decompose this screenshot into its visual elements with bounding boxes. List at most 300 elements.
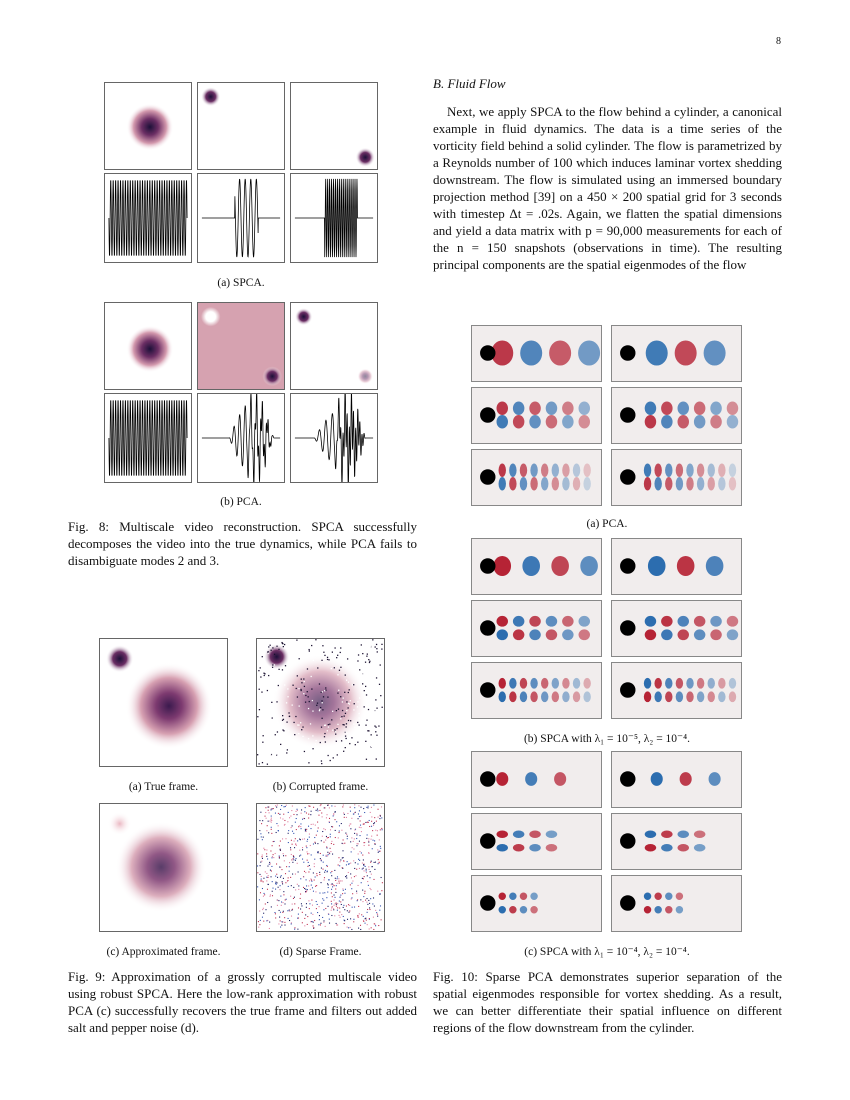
sparse-dot <box>293 887 294 888</box>
sparse-dot <box>370 862 371 863</box>
sparse-dot <box>289 911 290 912</box>
sparse-dot <box>358 843 359 844</box>
sparse-dot <box>340 917 341 918</box>
cylinder-icon <box>480 771 495 786</box>
sparse-dot <box>291 916 292 917</box>
sparse-dot <box>331 915 332 916</box>
sparse-dot <box>266 877 267 878</box>
noise-dot <box>359 713 360 714</box>
sparse-dot <box>274 912 275 913</box>
noise-dot <box>260 676 261 677</box>
sparse-dot <box>370 889 371 890</box>
sparse-dot <box>284 917 285 918</box>
noise-dot <box>359 669 360 670</box>
sparse-dot <box>306 907 307 908</box>
sparse-dot <box>359 868 360 869</box>
sparse-dot <box>333 844 334 845</box>
sparse-dot <box>351 929 352 930</box>
sparse-dot <box>280 849 281 850</box>
noise-dot <box>349 758 350 759</box>
sparse-dot <box>337 907 338 908</box>
fig10-flow-panel <box>611 600 742 657</box>
sparse-dot <box>281 901 282 902</box>
sparse-dot <box>347 838 348 839</box>
sparse-dot <box>359 827 360 828</box>
noise-dot <box>286 702 287 703</box>
sparse-dot <box>371 927 372 928</box>
vortex-blob <box>694 629 705 640</box>
sparse-dot <box>311 881 312 882</box>
noise-dot <box>299 705 300 706</box>
noise-dot <box>307 691 308 692</box>
sparse-dot <box>337 910 338 911</box>
sparse-dot <box>335 892 336 893</box>
sparse-dot <box>353 848 354 849</box>
sparse-dot <box>298 907 299 908</box>
sparse-dot <box>305 829 306 830</box>
noise-dot <box>360 681 361 682</box>
sparse-dot <box>360 827 361 828</box>
vortex-blob <box>530 464 537 478</box>
vortex-blob <box>562 691 569 702</box>
sparse-dot <box>323 922 324 923</box>
vortex-blob <box>678 402 689 416</box>
noise-dot <box>300 749 301 750</box>
sparse-dot <box>266 818 267 819</box>
vortex-blob <box>709 772 721 786</box>
noise-dot <box>318 639 319 640</box>
vortex-blob <box>686 691 693 702</box>
sparse-dot <box>306 890 307 891</box>
sparse-dot <box>262 820 263 821</box>
sparse-dot <box>271 866 272 867</box>
noise-dot <box>261 691 262 692</box>
vortex-blob <box>654 477 661 491</box>
noise-dot <box>321 718 322 719</box>
noise-dot <box>301 682 302 683</box>
sparse-dot <box>290 849 291 850</box>
sparse-dot <box>333 894 334 895</box>
vortex-blob <box>573 691 580 702</box>
flow-field <box>472 539 601 594</box>
vortex-blob <box>665 906 672 913</box>
fig8b-signal1-panel <box>104 393 192 483</box>
sparse-dot <box>301 828 302 829</box>
noise-dot <box>299 658 300 659</box>
cylinder-icon <box>480 833 495 848</box>
sparse-dot <box>308 885 309 886</box>
sparse-dot <box>331 871 332 872</box>
sparse-dot <box>307 853 308 854</box>
sparse-dot <box>353 919 354 920</box>
sparse-dot <box>306 846 307 847</box>
sparse-dot <box>351 898 352 899</box>
noise-dot <box>273 668 274 669</box>
sparse-dot <box>337 883 338 884</box>
vortex-blob <box>573 477 580 491</box>
vortex-blob <box>645 616 656 627</box>
sparse-dot <box>268 810 269 811</box>
noise-dot <box>315 740 316 741</box>
vortex-blob <box>644 691 651 702</box>
sparse-dot <box>285 882 286 883</box>
sparse-dot <box>333 899 334 900</box>
sparse-dot <box>300 878 301 879</box>
vortex-blob <box>678 629 689 640</box>
noise-dot <box>364 723 365 724</box>
sparse-dot <box>352 893 353 894</box>
noise-dot <box>304 681 305 682</box>
sparse-dot <box>271 833 272 834</box>
sparse-dot <box>367 834 368 835</box>
vortex-blob <box>676 906 683 913</box>
sparse-dot <box>324 879 325 880</box>
noise-dot <box>296 762 297 763</box>
sparse-dot <box>289 871 290 872</box>
noise-dot <box>372 646 373 647</box>
sparse-dot <box>326 846 327 847</box>
sparse-dot <box>292 904 293 905</box>
sparse-dot <box>277 877 278 878</box>
sparse-dot <box>263 908 264 909</box>
sparse-dot <box>342 880 343 881</box>
vortex-blob <box>499 893 506 900</box>
sparse-dot <box>291 910 292 911</box>
signal-burst <box>202 179 280 257</box>
noise-dot <box>327 730 328 731</box>
sparse-dot <box>350 841 351 842</box>
sparse-dot <box>309 908 310 909</box>
sparse-dot <box>283 894 284 895</box>
sparse-dot <box>280 920 281 921</box>
sparse-dot <box>305 872 306 873</box>
noise-dot <box>368 730 369 731</box>
vortex-blob <box>546 844 557 851</box>
sparse-dot <box>266 880 267 881</box>
noise-dot <box>301 729 302 730</box>
sparse-dot <box>292 862 293 863</box>
sparse-dot <box>331 889 332 890</box>
sparse-dot <box>353 841 354 842</box>
sparse-dot <box>310 828 311 829</box>
noise-dot <box>324 736 325 737</box>
noise-dot <box>341 740 342 741</box>
sparse-dot <box>282 882 283 883</box>
fig10-flow-panel <box>611 449 742 506</box>
noise-dot <box>272 664 273 665</box>
noise-dot <box>372 723 373 724</box>
sparse-dot <box>371 816 372 817</box>
noise-dot <box>379 731 380 732</box>
sparse-dot <box>318 851 319 852</box>
noise-dot <box>307 753 308 754</box>
sparse-dot <box>331 903 332 904</box>
sparse-dot <box>342 899 343 900</box>
sparse-dot <box>322 898 323 899</box>
sparse-dot <box>368 866 369 867</box>
sparse-dot <box>370 871 371 872</box>
noise-dot <box>365 662 366 663</box>
noise-dot <box>334 647 335 648</box>
sparse-dot <box>380 829 381 830</box>
sparse-dot <box>346 877 347 878</box>
noise-dot <box>338 709 339 710</box>
sparse-dot <box>317 843 318 844</box>
sparse-dot <box>350 807 351 808</box>
noise-dot <box>274 664 275 665</box>
sparse-dot <box>331 805 332 806</box>
sparse-dot <box>368 900 369 901</box>
noise-dot <box>297 696 298 697</box>
noise-dot <box>277 745 278 746</box>
sparse-dot <box>338 864 339 865</box>
vortex-blob <box>706 556 724 576</box>
vortex-blob <box>676 464 683 478</box>
sparse-dot <box>368 885 369 886</box>
vortex-blob <box>529 415 540 429</box>
sparse-dot <box>327 906 328 907</box>
vortex-blob <box>497 415 508 429</box>
sparse-dot <box>371 839 372 840</box>
cylinder-icon <box>620 345 635 360</box>
sparse-dot <box>257 839 258 840</box>
sparse-dot <box>295 838 296 839</box>
sparse-dot <box>358 813 359 814</box>
sparse-dot <box>261 880 262 881</box>
sparse-dot <box>325 908 326 909</box>
sparse-dot <box>275 882 276 883</box>
noise-dot <box>353 709 354 710</box>
sparse-dot <box>367 881 368 882</box>
noise-dot <box>277 755 278 756</box>
noise-dot <box>336 657 337 658</box>
sparse-dot <box>349 825 350 826</box>
sparse-dot <box>362 862 363 863</box>
sparse-dot <box>288 886 289 887</box>
sparse-dot <box>377 849 378 850</box>
vortex-blob <box>578 340 600 365</box>
noise-dot <box>258 670 259 671</box>
sparse-dot <box>362 890 363 891</box>
sparse-dot <box>276 807 277 808</box>
sparse-dot <box>313 807 314 808</box>
sparse-dot <box>332 896 333 897</box>
fig10-flow-panel <box>611 662 742 719</box>
fig10-flow-panel <box>611 387 742 444</box>
sparse-dot <box>321 812 322 813</box>
vortex-blob <box>727 616 738 627</box>
sparse-dot <box>354 829 355 830</box>
vortex-blob <box>552 678 559 689</box>
sparse-dot <box>346 906 347 907</box>
sparse-dot <box>307 924 308 925</box>
sparse-dot <box>268 832 269 833</box>
sparse-dot <box>257 886 258 887</box>
sparse-dot <box>314 863 315 864</box>
sparse-dot <box>318 815 319 816</box>
noise-dot <box>259 709 260 710</box>
sparse-dot <box>372 848 373 849</box>
noise-dot <box>263 673 264 674</box>
sparse-dot <box>261 879 262 880</box>
noise-dot <box>319 683 320 684</box>
noise-dot <box>287 759 288 760</box>
noise-dot <box>270 650 271 651</box>
sparse-dot <box>354 812 355 813</box>
sparse-dot <box>304 811 305 812</box>
sparse-dot <box>317 809 318 810</box>
sparse-dot <box>263 896 264 897</box>
sparse-dot <box>284 860 285 861</box>
noise-dot <box>374 722 375 723</box>
sparse-dot <box>263 881 264 882</box>
noise-dot <box>332 652 333 653</box>
noise-dot <box>322 691 323 692</box>
body-text <box>433 103 782 273</box>
sparse-dot <box>259 830 260 831</box>
vortex-blob <box>509 691 516 702</box>
noise-dot <box>342 724 343 725</box>
noise-dot <box>342 710 343 711</box>
sparse-dot <box>331 843 332 844</box>
sparse-dot <box>327 847 328 848</box>
sparse-dot <box>369 869 370 870</box>
sparse-dot <box>291 922 292 923</box>
vortex-blob <box>509 678 516 689</box>
sparse-dot <box>337 876 338 877</box>
sparse-dot <box>279 917 280 918</box>
vortex-blob <box>562 415 573 429</box>
vortex-blob <box>694 616 705 627</box>
noise-dot <box>288 667 289 668</box>
noise-dot <box>317 703 318 704</box>
flow-field <box>612 539 741 594</box>
sparse-dot <box>321 860 322 861</box>
noise-dot <box>327 657 328 658</box>
sparse-dot <box>310 869 311 870</box>
sparse-dot <box>350 884 351 885</box>
noise-dot <box>282 729 283 730</box>
sparse-dot <box>265 871 266 872</box>
sparse-dot <box>360 825 361 826</box>
vortex-blob <box>677 556 695 576</box>
sparse-dot <box>368 845 369 846</box>
sparse-dot <box>339 830 340 831</box>
vortex-blob <box>708 477 715 491</box>
noise-dot <box>348 692 349 693</box>
fig10-flow-panel <box>471 538 602 595</box>
noise-dot <box>327 659 328 660</box>
sparse-dot <box>374 840 375 841</box>
sparse-dot <box>302 839 303 840</box>
sparse-dot <box>374 869 375 870</box>
sparse-dot <box>373 879 374 880</box>
signal-dense <box>109 401 187 475</box>
sparse-dot <box>295 874 296 875</box>
sparse-dot <box>378 859 379 860</box>
sparse-dot <box>268 821 269 822</box>
noise-dot <box>381 644 382 645</box>
sparse-dot <box>278 900 279 901</box>
sparse-dot <box>335 878 336 879</box>
sparse-dot <box>339 912 340 913</box>
sparse-dot <box>260 812 261 813</box>
vortex-blob <box>497 616 508 627</box>
sparse-dot <box>359 835 360 836</box>
vortex-blob <box>580 556 598 576</box>
sparse-dot <box>329 919 330 920</box>
vortex-blob <box>552 691 559 702</box>
sparse-dot <box>319 906 320 907</box>
noise-dot <box>365 744 366 745</box>
fig9a-true-frame <box>99 638 228 767</box>
noise-dot <box>311 645 312 646</box>
noise-dot <box>288 730 289 731</box>
noise-dot <box>286 752 287 753</box>
noise-dot <box>334 729 335 730</box>
sparse-dot <box>330 829 331 830</box>
noise-dot <box>376 644 377 645</box>
sparse-dot <box>343 812 344 813</box>
noise-dot <box>259 644 260 645</box>
sparse-dot <box>303 876 304 877</box>
noise-dot <box>345 735 346 736</box>
vortex-blob <box>499 477 506 491</box>
vortex-blob <box>694 402 705 416</box>
sparse-dot <box>311 854 312 855</box>
fig10-flow-panel <box>471 813 602 870</box>
flow-field <box>612 326 741 381</box>
noise-dot <box>374 689 375 690</box>
noise-dot <box>280 744 281 745</box>
sparse-dot <box>356 893 357 894</box>
noise-dot <box>366 759 367 760</box>
sparse-dot <box>317 810 318 811</box>
sparse-dot <box>308 826 309 827</box>
sparse-dot <box>288 877 289 878</box>
cylinder-icon <box>480 558 495 573</box>
noise-dot <box>375 699 376 700</box>
sparse-dot <box>304 838 305 839</box>
sparse-dot <box>278 813 279 814</box>
sparse-dot <box>270 850 271 851</box>
noise-dot <box>332 711 333 712</box>
noise-dot <box>259 759 260 760</box>
sparse-dot <box>311 880 312 881</box>
sparse-dot <box>331 901 332 902</box>
sparse-dot <box>272 845 273 846</box>
noise-dot <box>348 703 349 704</box>
noise-dot <box>348 682 349 683</box>
noise-dot <box>278 685 279 686</box>
fig10-flow-panel <box>471 449 602 506</box>
sparse-dot <box>310 845 311 846</box>
sparse-dot <box>366 898 367 899</box>
sparse-dot <box>267 825 268 826</box>
sparse-dot <box>343 804 344 805</box>
sparse-dot <box>286 899 287 900</box>
sparse-dot <box>271 818 272 819</box>
flow-field <box>612 388 741 443</box>
sparse-dot <box>327 883 328 884</box>
sparse-dot <box>373 917 374 918</box>
noise-dot <box>351 737 352 738</box>
sparse-dot <box>367 924 368 925</box>
sparse-dot <box>368 852 369 853</box>
vortex-blob <box>686 678 693 689</box>
sparse-dot <box>344 817 345 818</box>
sparse-dot <box>366 872 367 873</box>
